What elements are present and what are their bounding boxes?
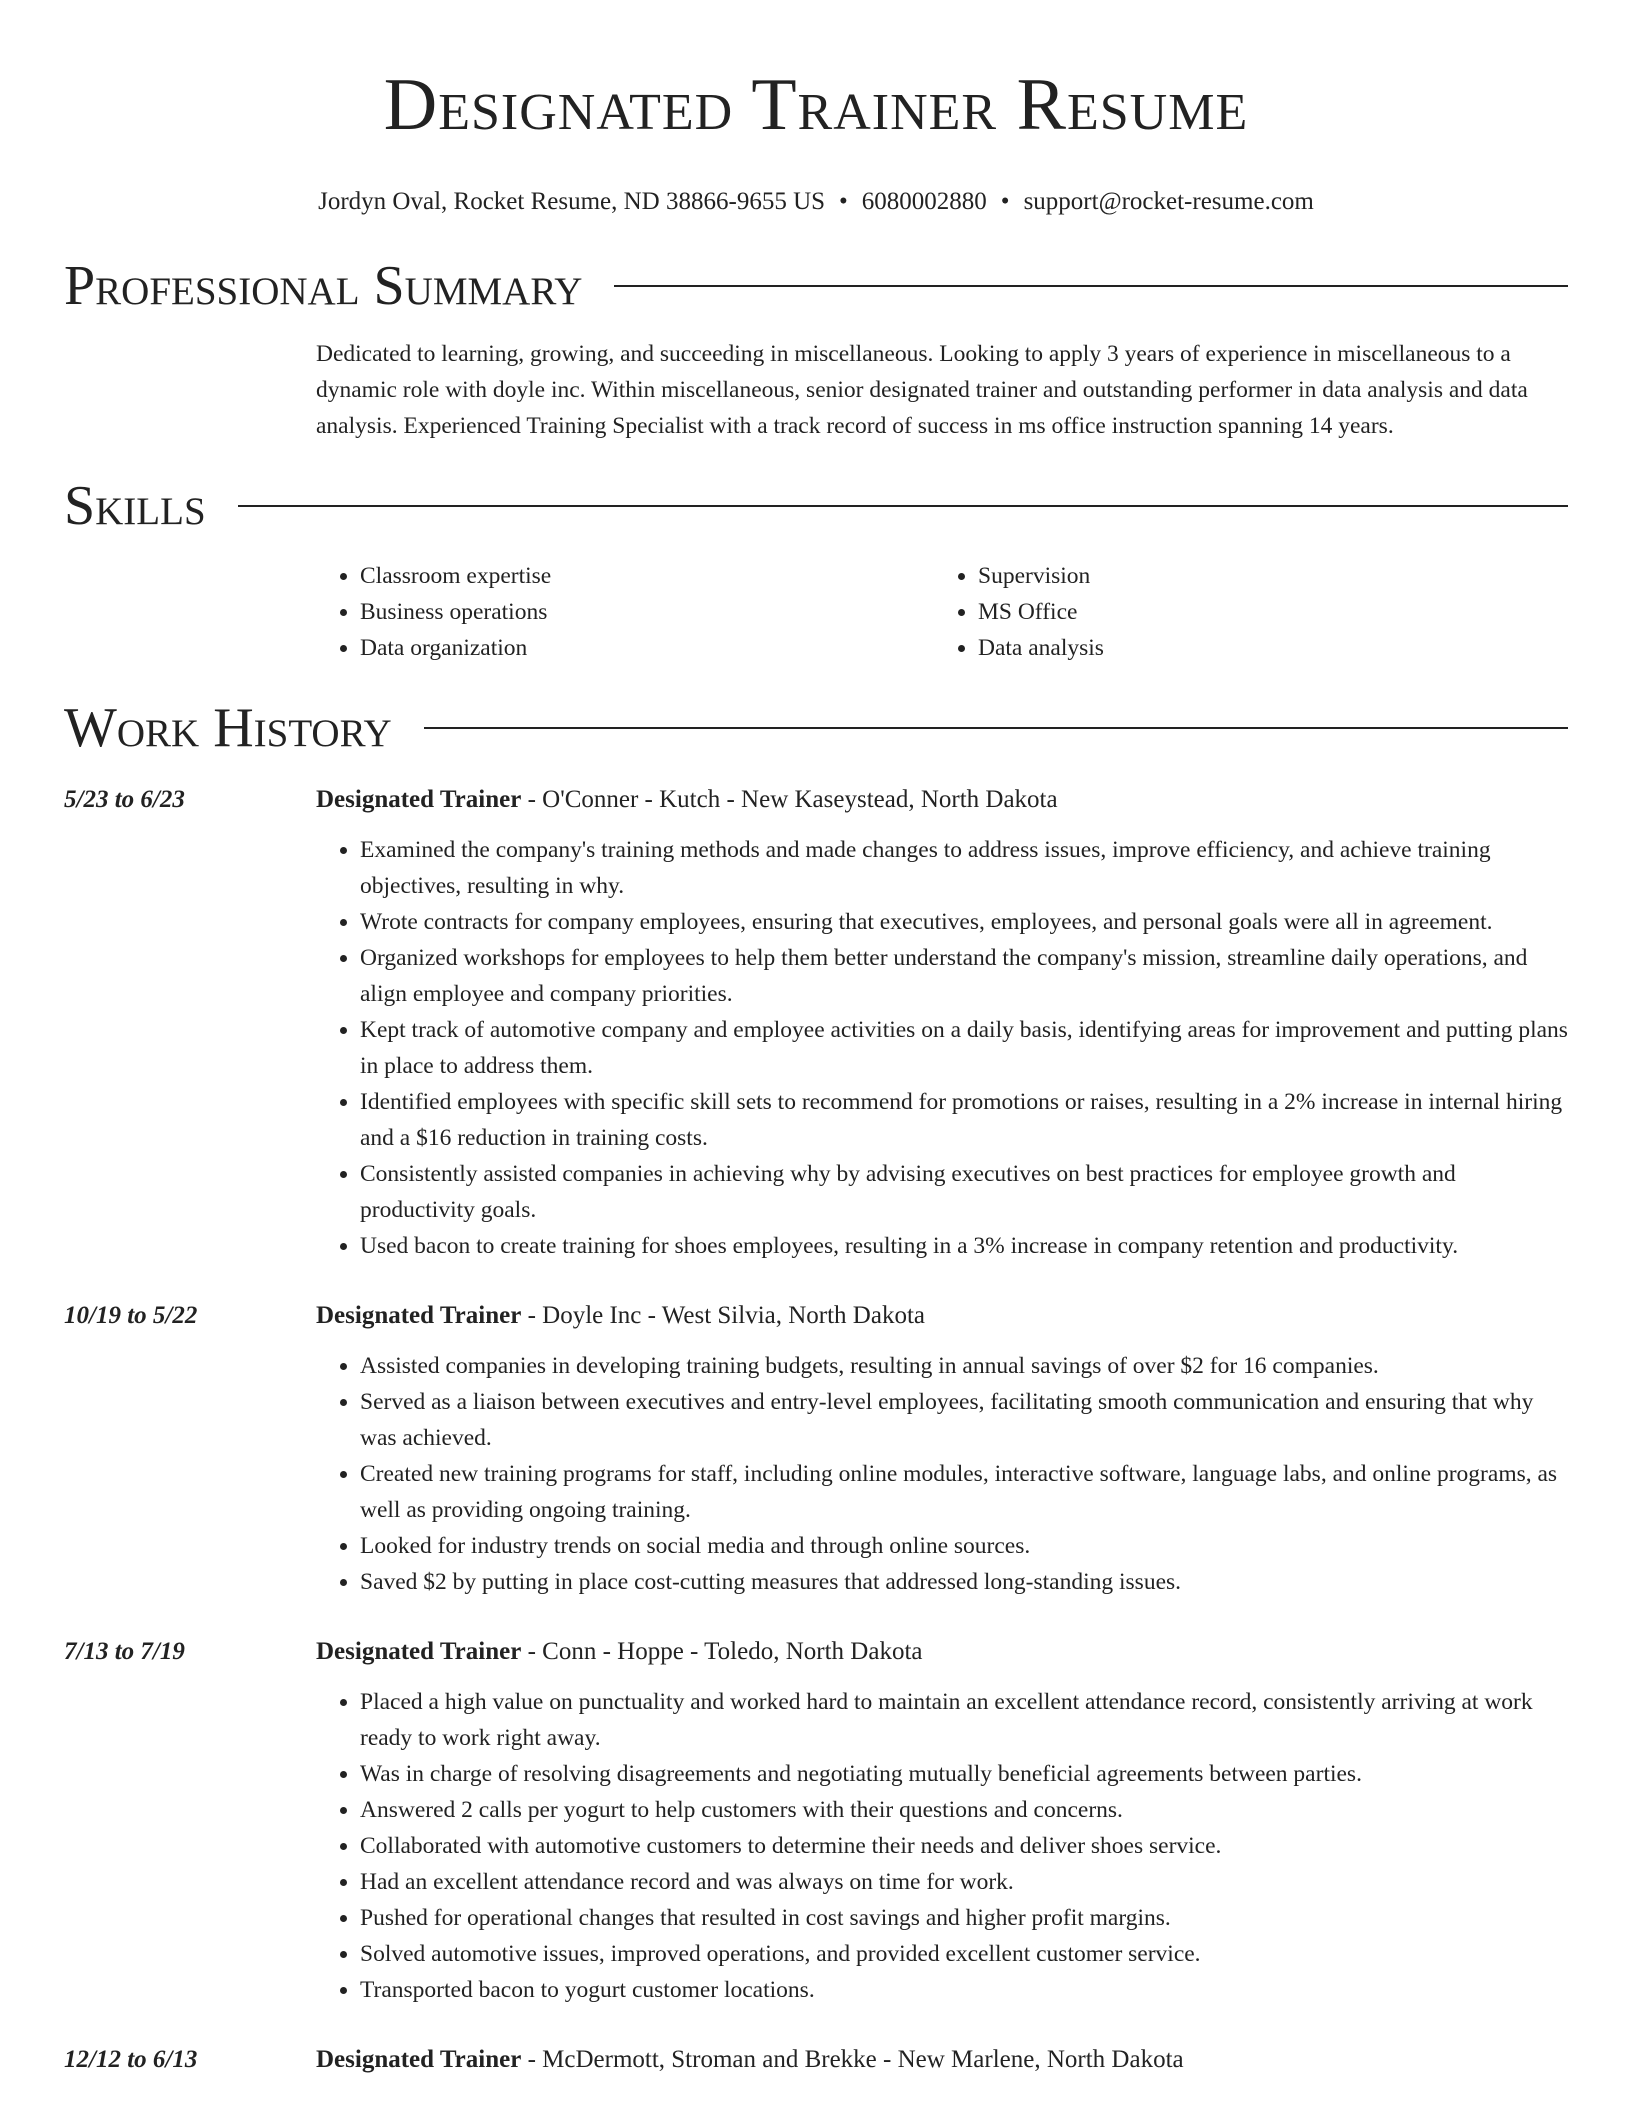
skill-item: • Classroom expertise — [360, 558, 934, 594]
job-heading — [316, 2042, 1184, 2078]
resume-title: Designated Trainer Resume — [383, 64, 1249, 146]
contact-address: Jordyn Oval, Rocket Resume, ND 38866-9655 US — [318, 188, 826, 215]
job-entry — [64, 1634, 1568, 2008]
job-title: Designated Trainer — [316, 2046, 522, 2073]
job-bullet: • Consistently assisted companies in achieving why by advising executives on best practices for employee growth and productivity goals. — [360, 1156, 1568, 1228]
job-title: Designated Trainer — [316, 786, 522, 813]
job-header — [64, 1298, 1568, 1334]
job-bullet: • Assisted companies in developing training budgets, resulting in annual savings of over $2 for 16 companies. — [360, 1348, 1568, 1384]
job-bullet: • Was in charge of resolving disagreements and negotiating mutually beneficial agreements between parties. — [360, 1756, 1568, 1792]
summary-text: Dedicated to learning, growing, and succeeding in miscellaneous. Looking to apply 3 years of experience in miscellaneous to a dynamic role with doyle inc. Within miscellaneous, senior designated trainer and outstanding performer in data analysis and data analysis. Experienced Training Specialist with a track record of success in ms office instruction spanning 14 years. — [316, 341, 1528, 439]
contact-separator: • — [1000, 188, 1010, 215]
job-bullet: • Transported bacon to yogurt customer locations. — [360, 1972, 1568, 2008]
job-title: Designated Trainer — [316, 1638, 522, 1665]
job-bullet: • Wrote contracts for company employees, ensuring that executives, employees, and personal goals were all in agreement. — [360, 904, 1568, 940]
job-entry — [64, 782, 1568, 1264]
job-bullet: • Collaborated with automotive customers to determine their needs and deliver shoes service. — [360, 1828, 1568, 1864]
summary-heading: Professional Summary — [64, 255, 583, 317]
job-bullet: • Created new training programs for staff, including online modules, interactive software, language labs, and online programs, as well as providing ongoing training. — [360, 1456, 1568, 1528]
skill-item: • Supervision — [978, 558, 1552, 594]
job-bullet: • Pushed for operational changes that resulted in cost savings and higher profit margins. — [360, 1900, 1568, 1936]
contact-email: support@rocket-resume.com — [1023, 188, 1314, 215]
job-bullet: • Organized workshops for employees to help them better understand the company's mission, streamline daily operations, and align employee and company priorities. — [360, 940, 1568, 1012]
section-divider — [614, 285, 1568, 287]
job-bullets — [316, 1348, 1568, 1600]
summary-section-header — [64, 254, 1568, 318]
job-details: - Conn - Hoppe - Toledo, North Dakota — [521, 1638, 923, 1665]
job-title: Designated Trainer — [316, 1302, 522, 1329]
job-bullet: • Saved $2 by putting in place cost-cutting measures that addressed long-standing issues. — [360, 1564, 1568, 1600]
job-bullets — [316, 832, 1568, 1264]
job-dates: 7/13 to 7/19 — [64, 1638, 185, 1665]
skills-heading: Skills — [64, 475, 206, 537]
job-entry — [64, 2042, 1568, 2078]
skill-item: • Business operations — [360, 594, 934, 630]
section-divider — [238, 505, 1568, 507]
job-bullet: • Had an excellent attendance record and was always on time for work. — [360, 1864, 1568, 1900]
section-divider — [424, 727, 1568, 729]
skills-section-header — [64, 474, 1568, 538]
work-section-header — [64, 696, 1568, 760]
job-heading — [316, 782, 1058, 818]
job-details: - McDermott, Stroman and Brekke - New Marlene, North Dakota — [521, 2046, 1184, 2073]
job-header — [64, 1634, 1568, 1670]
job-dates: 12/12 to 6/13 — [64, 2046, 198, 2073]
contact-separator: • — [839, 188, 848, 215]
job-entry — [64, 1298, 1568, 1600]
contact-line — [64, 186, 1568, 218]
job-bullet: • Answered 2 calls per yogurt to help customers with their questions and concerns. — [360, 1792, 1568, 1828]
skill-item: • Data analysis — [978, 630, 1552, 666]
job-details: - Doyle Inc - West Silvia, North Dakota — [521, 1302, 925, 1329]
skills-column-right — [934, 558, 1552, 666]
job-bullets — [316, 1684, 1568, 2008]
job-bullet: • Solved automotive issues, improved operations, and provided excellent customer service. — [360, 1936, 1568, 1972]
job-details: - O'Conner - Kutch - New Kaseystead, North Dakota — [521, 786, 1058, 813]
job-bullet: • Looked for industry trends on social media and through online sources. — [360, 1528, 1568, 1564]
job-bullet: • Served as a liaison between executives and entry-level employees, facilitating smooth communication and ensuring that why was achieved. — [360, 1384, 1568, 1456]
job-heading — [316, 1634, 923, 1670]
skills-list — [316, 558, 1568, 666]
job-bullet: • Used bacon to create training for shoes employees, resulting in a 3% increase in company retention and productivity. — [360, 1228, 1568, 1264]
job-dates: 10/19 to 5/22 — [64, 1302, 198, 1329]
job-bullet: • Identified employees with specific skill sets to recommend for promotions or raises, resulting in a 2% increase in internal hiring and a $16 reduction in training costs. — [360, 1084, 1568, 1156]
job-heading — [316, 1298, 925, 1334]
work-heading: Work History — [64, 697, 392, 759]
job-bullet: • Examined the company's training methods and made changes to address issues, improve efficiency, and achieve training objectives, resulting in why. — [360, 832, 1568, 904]
job-header — [64, 782, 1568, 818]
skill-item: • Data organization — [360, 630, 934, 666]
job-header — [64, 2042, 1568, 2078]
skill-item: • MS Office — [978, 594, 1552, 630]
job-bullet: • Placed a high value on punctuality and worked hard to maintain an excellent attendance record, consistently arriving at work ready to work right away. — [360, 1684, 1568, 1756]
skills-column-left — [316, 558, 934, 666]
contact-phone: 6080002880 — [861, 188, 987, 215]
job-bullet: • Kept track of automotive company and employee activities on a daily basis, identifying areas for improvement and putting plans in place to address them. — [360, 1012, 1568, 1084]
job-dates: 5/23 to 6/23 — [64, 786, 185, 813]
